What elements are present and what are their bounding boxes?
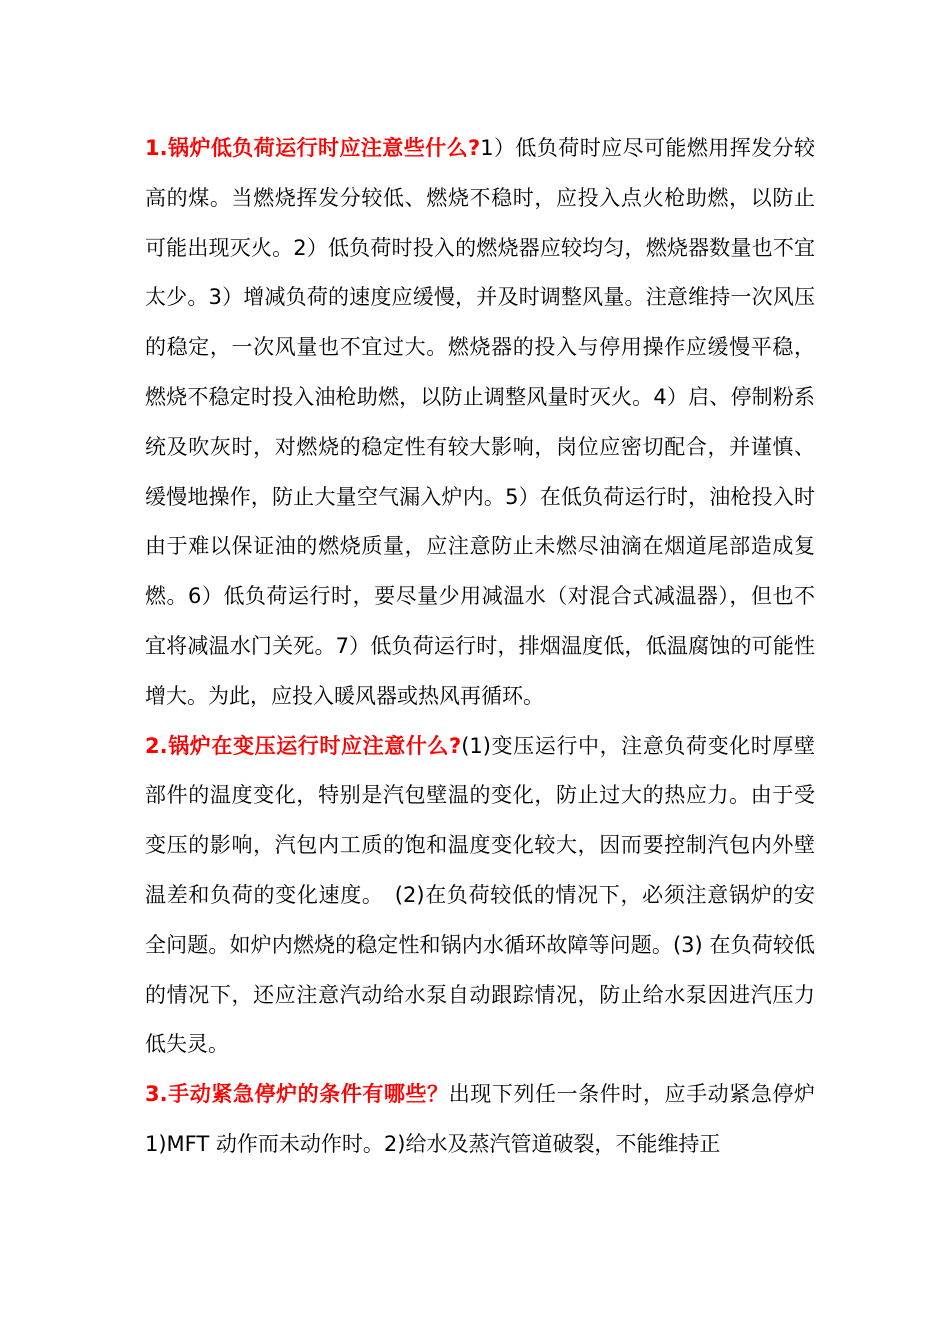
section-3-heading: 3.手动紧急停炉的条件有哪些？ <box>145 1082 449 1107</box>
section-1 <box>145 124 815 722</box>
section-3-body: 出现下列任一条件时，应手动紧急停炉 1)MFT 动作而未动作时。2)给水及蒸汽管道破裂，不能维持正 <box>145 1082 816 1156</box>
section-3 <box>145 1070 815 1170</box>
section-1-heading: 1.锅炉低负荷运行时应注意些什么? <box>145 136 481 160</box>
section-2-body: (1)变压运行中，注意负荷变化时厚壁部件的温度变化，特别是汽包壁温的变化，防止过大的热应力。由于受变压的影响，汽包内工质的饱和温度变化较大，因而要控制汽包内外壁温差和负荷的变化速度。 (2)在负荷较低的情况下，必须注意锅炉的安全问题。如炉内燃烧的稳定性和锅内水循环故障等问题。(3) 在负荷较低的情况下，还应注意汽动给水泵自动跟踪情况，防止给水泵因进汽压力低失灵。 <box>145 733 815 1057</box>
section-2 <box>145 722 815 1071</box>
document-body <box>145 124 815 1170</box>
section-1-body: 1）低负荷时应尽可能燃用挥发分较高的煤。当燃烧挥发分较低、燃烧不稳时，应投入点火枪助燃，以防止可能出现灭火。2）低负荷时投入的燃烧器应较均匀，燃烧器数量也不宜太少。3）增减负荷的速度应缓慢，并及时调整风量。注意维持一次风压的稳定，一次风量也不宜过大。燃烧器的投入与停用操作应缓慢平稳，燃烧不稳定时投入油枪助燃，以防止调整风量时灭火。4）启、停制粉系统及吹灰时，对燃烧的稳定性有较大影响，岗位应密切配合，并谨慎、缓慢地操作，防止大量空气漏入炉内。5）在低负荷运行时，油枪投入时由于难以保证油的燃烧质量，应注意防止未燃尽油滴在烟道尾部造成复燃。6）低负荷运行时，要尽量少用减温水（对混合式减温器），但也不宜将减温水门关死。7）低负荷运行时，排烟温度低，低温腐蚀的可能性增大。为此，应投入暖风器或热风再循环。 <box>145 136 815 708</box>
section-2-heading: 2.锅炉在变压运行时应注意什么? <box>145 733 462 758</box>
